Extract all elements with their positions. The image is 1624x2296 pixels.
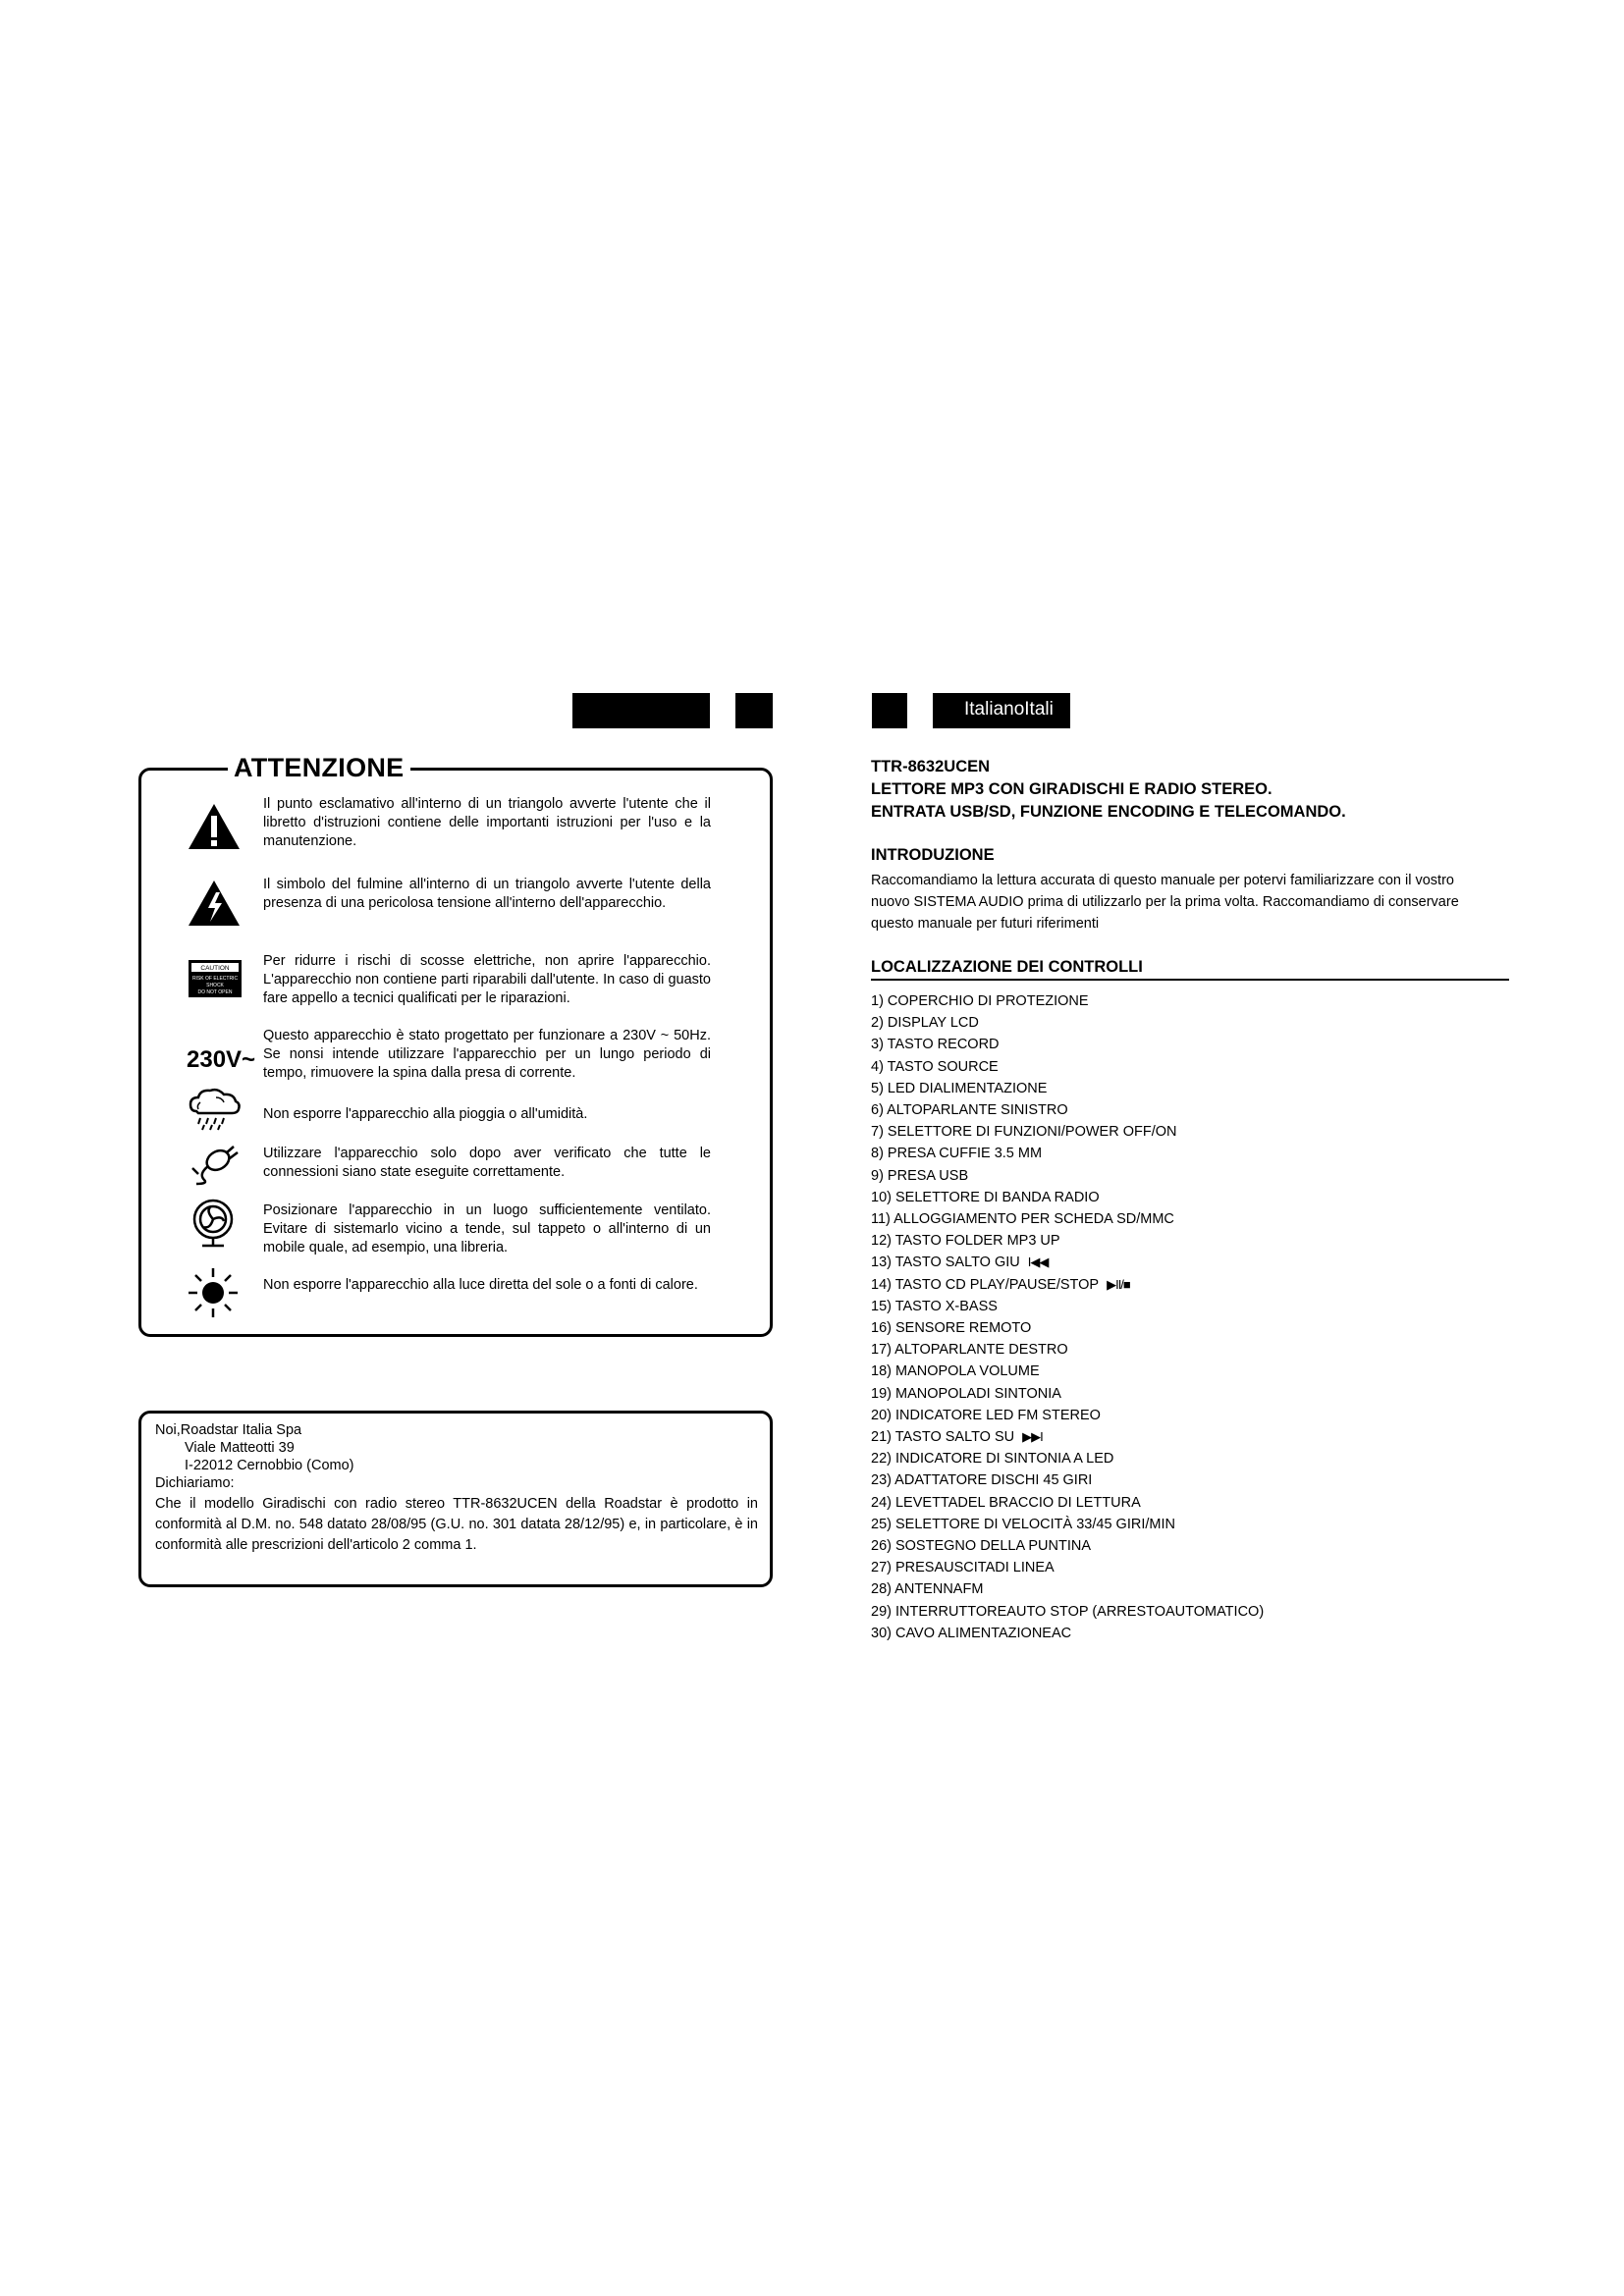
control-item [871, 1274, 1264, 1296]
control-item [871, 1317, 1264, 1339]
control-item-symbol: ▶II/■ [1107, 1276, 1130, 1292]
controls-list [871, 990, 1264, 1644]
control-item [871, 1208, 1264, 1230]
warning-text-voltage: Questo apparecchio è stato progettato per funzionare a 230V ~ 50Hz. Se nonsi intende utilizzare l'apparecchio per un lungo periodo di tempo, rimuovere la spina dalla presa di corrente. [263, 1028, 711, 1081]
caution-label-line4: DO NOT OPEN [197, 989, 233, 995]
control-item [871, 1383, 1264, 1405]
controls-heading: LOCALIZZAZIONE DEI CONTROLLI [871, 958, 1143, 976]
declaration-label: Dichiariamo: [155, 1475, 235, 1491]
control-item [871, 1187, 1264, 1208]
control-item-label: 7) SELETTORE DI FUNZIONI/POWER OFF/ON [871, 1124, 1177, 1141]
control-item [871, 1601, 1264, 1623]
rain-cloud-icon [187, 1088, 242, 1131]
exclamation-triangle-icon [187, 802, 242, 851]
control-item [871, 1361, 1264, 1382]
control-item [871, 1078, 1264, 1099]
control-item-label: 28) ANTENNAFM [871, 1581, 984, 1598]
plug-icon [189, 1139, 242, 1186]
control-item [871, 1578, 1264, 1600]
intro-body: Raccomandiamo la lettura accurata di questo manuale per potervi familiarizzare con il vostro nuovo SISTEMA AUDIO prima di utilizzarlo per la prima volta. Raccomandiamo di conservare questo manuale per futuri riferimenti [871, 873, 1459, 932]
control-item-label: 17) ALTOPARLANTE DESTRO [871, 1342, 1068, 1359]
warning-title: ATTENZIONE [228, 753, 410, 783]
control-item [871, 1535, 1264, 1557]
control-item [871, 1056, 1264, 1078]
control-item-label: 20) INDICATORE LED FM STEREO [871, 1407, 1101, 1423]
control-item-label: 4) TASTO SOURCE [871, 1058, 999, 1075]
warning-text-rain: Non esporre l'apparecchio alla pioggia o all'umidità. [263, 1106, 588, 1122]
product-subtitle-2: ENTRATA USB/SD, FUNZIONE ENCODING E TELECOMANDO. [871, 803, 1346, 821]
control-item [871, 990, 1264, 1012]
caution-label-line2: RISK OF ELECTRIC [191, 976, 239, 982]
declaration-city: I-22012 Cernobbio (Como) [185, 1458, 354, 1473]
lightning-triangle-icon [187, 879, 242, 928]
declaration-street: Viale Matteotti 39 [185, 1440, 295, 1456]
language-tab [933, 693, 1070, 728]
control-item-label: 29) INTERRUTTOREAUTO STOP (ARRESTOAUTOMATICO) [871, 1603, 1265, 1620]
control-item-label: 23) ADATTATORE DISCHI 45 GIRI [871, 1472, 1093, 1489]
control-item-symbol: ▶▶I [1022, 1429, 1043, 1445]
intro-heading: INTRODUZIONE [871, 846, 995, 864]
control-item-label: 8) PRESA CUFFIE 3.5 MM [871, 1146, 1043, 1162]
declaration-body: Che il modello Giradischi con radio stereo TTR-8632UCEN della Roadstar è prodotto in conformità al D.M. no. 548 datato 28/08/95 (G.U. no. 301 datata 28/12/95) e, in particolare, è in conformità alle prescrizioni dell'articolo 2 comma 1. [155, 1496, 758, 1553]
control-item-label: 12) TASTO FOLDER MP3 UP [871, 1233, 1060, 1250]
control-item [871, 1623, 1264, 1644]
control-item [871, 1514, 1264, 1535]
control-item-label: 19) MANOPOLADI SINTONIA [871, 1385, 1061, 1402]
control-item [871, 1252, 1264, 1273]
controls-divider [871, 979, 1509, 981]
control-item-symbol: I◀◀ [1027, 1255, 1049, 1270]
control-item-label: 9) PRESA USB [871, 1167, 969, 1184]
warning-text-exclamation: Il punto esclamativo all'interno di un triangolo avverte l'utente che il libretto d'istruzioni contiene delle importanti istruzioni per l'uso e la manutenzione. [263, 796, 711, 849]
warning-text-sun: Non esporre l'apparecchio alla luce diretta del sole o a fonti di calore. [263, 1277, 698, 1293]
control-item-label: 11) ALLOGGIAMENTO PER SCHEDA SD/MMC [871, 1211, 1174, 1228]
control-item [871, 1099, 1264, 1121]
control-item [871, 1121, 1264, 1143]
header-bar-left-small [735, 693, 773, 728]
control-item [871, 1143, 1264, 1164]
control-item-label: 16) SENSORE REMOTO [871, 1320, 1032, 1337]
control-item [871, 1165, 1264, 1187]
header-bar-left-wide [572, 693, 710, 728]
header-bar-right-small [872, 693, 907, 728]
control-item [871, 1339, 1264, 1361]
control-item [871, 1405, 1264, 1426]
control-item-label: 22) INDICATORE DI SINTONIA A LED [871, 1451, 1114, 1468]
control-item-label: 13) TASTO SALTO GIU [871, 1255, 1020, 1271]
control-item [871, 1557, 1264, 1578]
control-item [871, 1469, 1264, 1491]
ventilation-icon [187, 1198, 240, 1249]
language-label: ItalianoItali [964, 699, 1054, 720]
caution-label-icon [189, 960, 242, 997]
control-item-label: 15) TASTO X-BASS [871, 1298, 998, 1314]
control-item-label: 30) CAVO ALIMENTAZIONEAC [871, 1625, 1072, 1641]
warning-text-ventilation: Posizionare l'apparecchio in un luogo sufficientemente ventilato. Evitare di sistemarlo vicino a tende, sul tappeto o all'interno di un mobile quale, ad esempio, una libreria. [263, 1202, 711, 1255]
control-item-label: 25) SELETTORE DI VELOCITÀ 33/45 GIRI/MIN [871, 1516, 1175, 1532]
control-item-label: 2) DISPLAY LCD [871, 1015, 979, 1032]
control-item-label: 21) TASTO SALTO SU [871, 1429, 1015, 1446]
control-item-label: 1) COPERCHIO DI PROTEZIONE [871, 993, 1089, 1009]
control-item [871, 1034, 1264, 1055]
warning-text-lightning: Il simbolo del fulmine all'interno di un triangolo avverte l'utente della presenza di una pericolosa tensione all'interno dell'apparecchio. [263, 877, 711, 911]
declaration-company: Noi,Roadstar Italia Spa [155, 1422, 302, 1438]
control-item-label: 27) PRESAUSCITADI LINEA [871, 1560, 1055, 1576]
control-item-label: 14) TASTO CD PLAY/PAUSE/STOP [871, 1276, 1100, 1293]
control-item-label: 6) ALTOPARLANTE SINISTRO [871, 1102, 1068, 1119]
control-item [871, 1448, 1264, 1469]
warning-text-caution: Per ridurre i rischi di scosse elettriche, non aprire l'apparecchio. L'apparecchio non contiene parti riparabili dall'utente. In caso di guasto fare appello a tecnici qualificati per le riparazioni. [263, 953, 711, 1006]
control-item-label: 10) SELETTORE DI BANDA RADIO [871, 1189, 1100, 1205]
caution-label-line1: CAUTION [200, 965, 230, 972]
control-item [871, 1296, 1264, 1317]
control-item [871, 1012, 1264, 1034]
sun-icon [187, 1266, 240, 1319]
voltage-icon: 230V~ [187, 1046, 256, 1073]
model-number: TTR-8632UCEN [871, 758, 991, 775]
control-item [871, 1492, 1264, 1514]
control-item-label: 18) MANOPOLA VOLUME [871, 1363, 1040, 1380]
caution-label-line3: SHOCK [206, 983, 224, 988]
control-item-label: 24) LEVETTADEL BRACCIO DI LETTURA [871, 1494, 1141, 1511]
control-item [871, 1426, 1264, 1448]
warning-text-connections: Utilizzare l'apparecchio solo dopo aver verificato che tutte le connessioni siano state eseguite correttamente. [263, 1146, 711, 1180]
control-item-label: 3) TASTO RECORD [871, 1037, 1000, 1053]
control-item-label: 5) LED DIALIMENTAZIONE [871, 1080, 1048, 1096]
product-subtitle-1: LETTORE MP3 CON GIRADISCHI E RADIO STEREO. [871, 780, 1272, 798]
control-item [871, 1230, 1264, 1252]
control-item-label: 26) SOSTEGNO DELLA PUNTINA [871, 1538, 1092, 1555]
